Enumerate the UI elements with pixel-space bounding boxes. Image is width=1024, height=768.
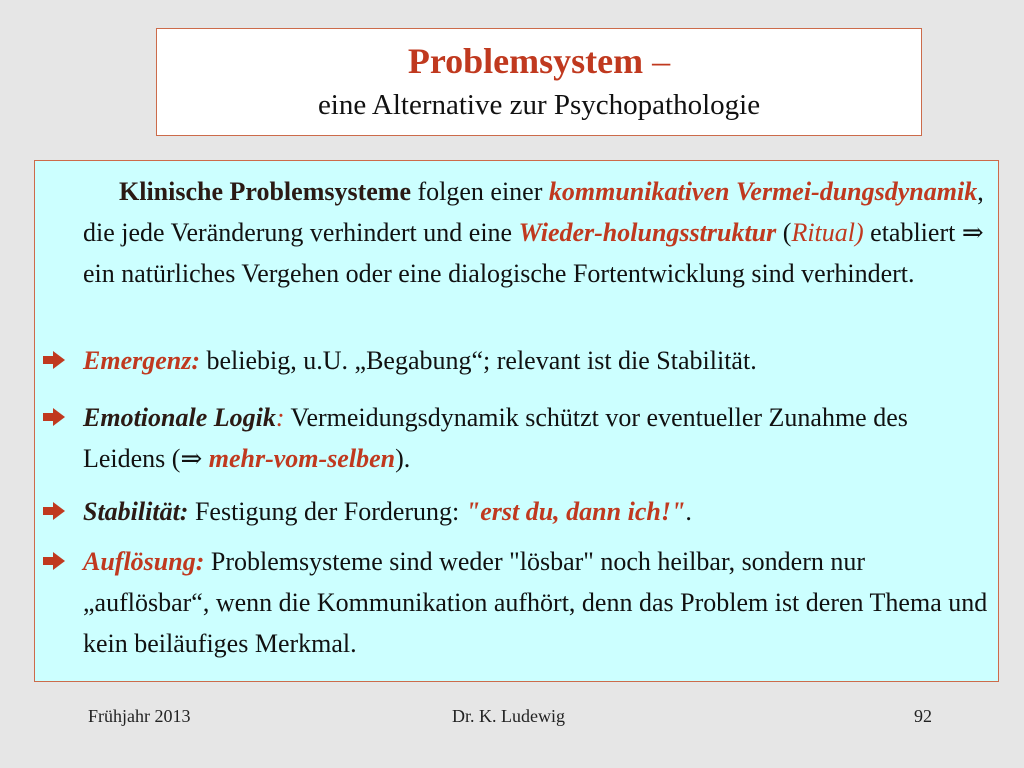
bullet-emergenz [83, 340, 995, 381]
intro-term: Klinische Problemsysteme [119, 177, 411, 206]
bullet-end: ). [395, 444, 411, 473]
footer-author: Dr. K. Ludewig [452, 706, 565, 726]
implies-arrow: ⇒ [961, 218, 984, 247]
intro-emphasis-2: Wieder-holungsstruktur [518, 218, 777, 247]
bullet-emotionale-logik [83, 397, 995, 479]
arrow-bullet-icon [43, 408, 65, 426]
intro-paragraph [83, 171, 995, 294]
arrow-bullet-icon [43, 552, 65, 570]
footer-date: Frühjahr 2013 [88, 706, 191, 726]
page-number: 92 [914, 706, 932, 726]
title-text: Problemsystem [407, 41, 644, 81]
title-dash: – [652, 41, 671, 81]
intro-text-4: etabliert [863, 218, 962, 247]
arrow-bullet-icon [43, 351, 65, 369]
bullet-term: Stabilität: [83, 497, 189, 526]
bullet-term: Emergenz: [83, 346, 200, 375]
intro-emphasis-1: kommunikativen Vermei-dungsdynamik [548, 177, 978, 206]
bullet-text: Problemsysteme sind weder "lösbar" noch heilbar, sondern nur „auflösbar“, wenn die Kommunikation aufhört, denn das Problem ist deren Thema und kein beiläufiges Merkmal. [83, 547, 988, 658]
bullet-end: . [685, 497, 692, 526]
bullet-text: Vermeidungsdynamik schützt vor eventueller Zunahme des Leidens ( [83, 403, 908, 473]
bullet-colon: : [275, 403, 285, 432]
intro-text-5: ein natürliches Vergehen oder eine dialogische Fortentwicklung sind verhindert. [83, 259, 915, 288]
content-box [34, 160, 999, 682]
intro-text-3: ( [776, 218, 792, 247]
bullet-term: Auflösung: [83, 547, 205, 576]
bullet-term: Emotionale Logik [83, 403, 276, 432]
arrow-bullet-icon [43, 502, 65, 520]
intro-emphasis-3: Ritual) [791, 218, 864, 247]
implies-arrow: ⇒ [180, 444, 203, 473]
bullet-text: Festigung der Forderung: [188, 497, 466, 526]
intro-text-1: folgen einer [410, 177, 549, 206]
intro-text-2: , die jede Veränderung verhindert und eine [83, 177, 984, 247]
title-box [156, 28, 922, 136]
bullet-aufloesung [83, 541, 995, 664]
slide-title [157, 39, 921, 83]
bullet-quote: "erst du, dann ich!" [465, 497, 686, 526]
bullet-emphasis: mehr-vom-selben [202, 444, 396, 473]
slide-subtitle: eine Alternative zur Psychopathologie [317, 89, 761, 121]
bullet-stabilitaet [83, 491, 995, 532]
bullet-text: beliebig, u.U. „Begabung“; relevant ist die Stabilität. [200, 346, 757, 375]
